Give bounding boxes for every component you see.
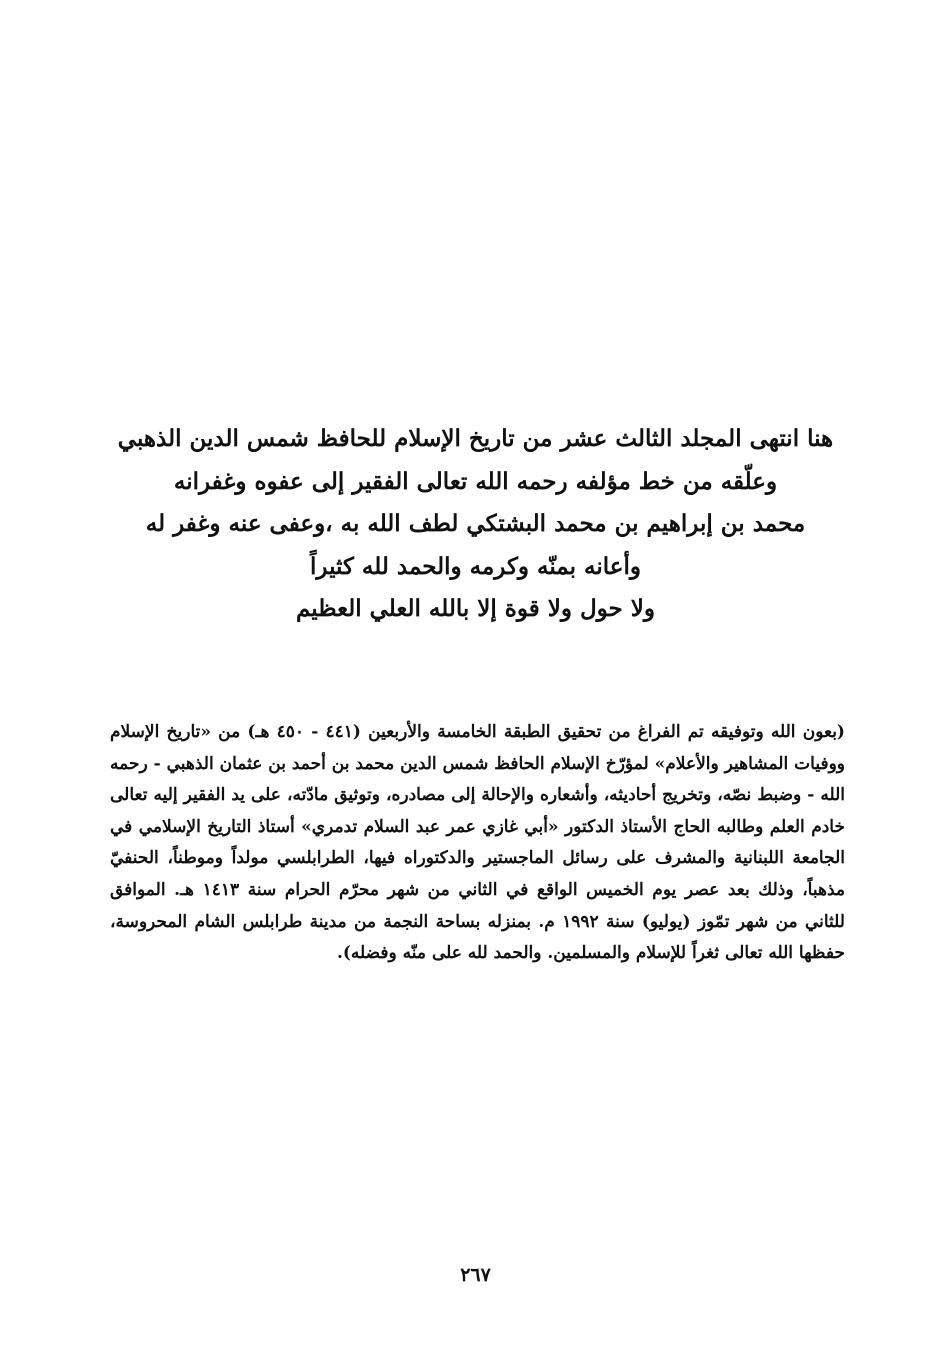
colophon-line: هنا انتهى المجلد الثالث عشر من تاريخ الإسلام للحافظ شمس الدين الذهبي [117, 425, 834, 452]
colophon-line: وعلّقه من خط مؤلفه رحمه الله تعالى الفقير إلى عفوه وغفرانه [173, 467, 778, 495]
page-number: ٢٦٧ [460, 1264, 491, 1286]
editor-completion-note: (بعون الله وتوفيقه تم الفراغ من تحقيق الطبقة الخامسة والأربعين (٤٤١ - ٤٥٠ هـ) من «تاريخ الإسلام ووفيات المشاهير والأعلام» لمؤرّخ الإسلام الحافظ شمس الدين محمد بن أحمد بن عثمان الذهبي - رحمه الله - وضبط نصّه، وتخريج أحاديثه، وأشعاره والإحالة إلى مصادره، وتوثيق مادّته، على يد الفقير إليه تعالى خادم العلم وطالبه الحاج الأستاذ الدكتور «أبي غازي عمر عبد السلام تدمري» أستاذ التاريخ الإسلامي في الجامعة اللبنانية والمشرف على رسائل الماجستير والدكتوراه فيها، الطرابلسي مولداً وموطناً، الحنفيّ مذهباً، وذلك بعد عصر يوم الخميس الواقع في الثاني من شهر محرّم الحرام سنة ١٤١٣ هـ. الموافق للثاني من شهر تمّوز (يوليو) سنة ١٩٩٢ م. بمنزله بساحة النجمة من مدينة طرابلس الشام المحروسة، حفظها الله تعالى ثغراً للإسلام والمسلمين. والحمد لله على منّه وفضله). [110, 722, 845, 964]
colophon-line: ولا حول ولا قوة إلا بالله العلي العظيم [296, 595, 655, 622]
colophon-block [110, 418, 841, 631]
colophon-line: وأعانه بمنّه وكرمه والحمد لله كثيراً [310, 552, 641, 580]
colophon-line: محمد بن إبراهيم بن محمد البشتكي لطف الله به ،وعفى عنه وغفر له [145, 510, 806, 537]
